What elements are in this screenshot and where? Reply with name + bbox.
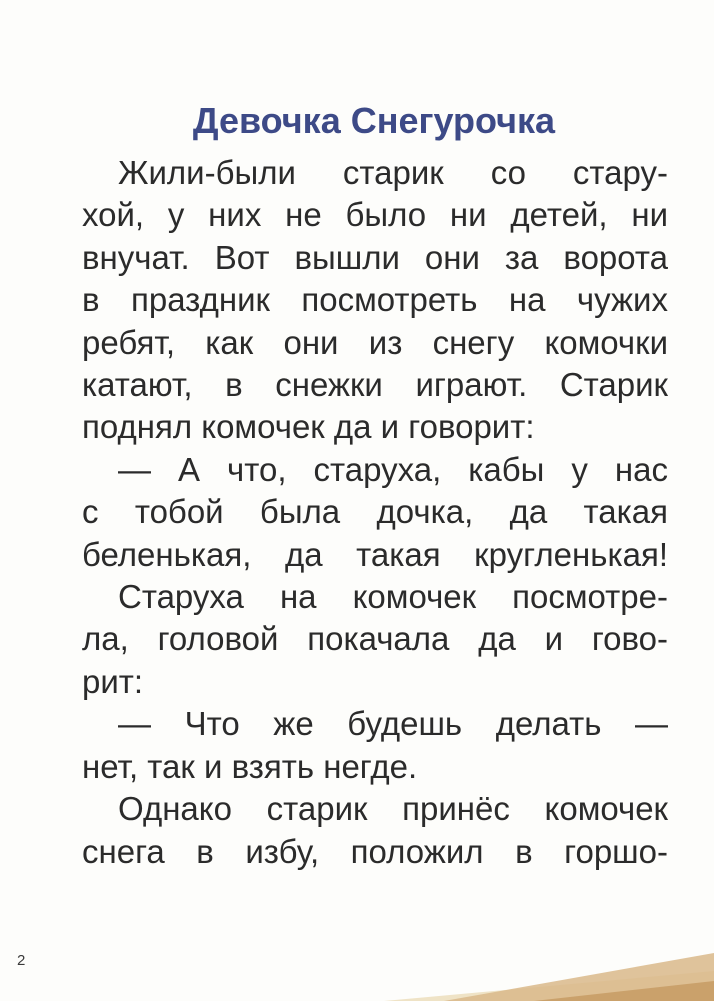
text-line-5: ребят, как они из снегу комочки [82, 323, 668, 361]
text-line-4: в праздник посмотреть на чужих [82, 281, 668, 319]
text-line-2: хой, у них не было ни детей, ни [82, 196, 668, 234]
text-line-13: рит: [82, 662, 144, 700]
corner-illustration [384, 941, 714, 1001]
text-line-6: катают, в снежки играют. Старик [82, 366, 668, 404]
page-number: 2 [17, 952, 26, 969]
text-line-8: — А что, старуха, кабы у нас [118, 450, 668, 488]
story-text [82, 152, 668, 873]
text-line-11: Старуха на комочек посмотре- [118, 578, 668, 616]
text-line-15: нет, так и взять негде. [82, 747, 418, 785]
story-title: Девочка Снегурочка [192, 100, 556, 142]
text-line-3: внучат. Вот вышли они за ворота [82, 238, 668, 276]
text-line-12: ла, головой покачала да и гово- [82, 620, 668, 658]
text-line-17: снега в избу, положил в горшо- [82, 832, 668, 870]
text-line-7: поднял комочек да и говорит: [82, 408, 535, 446]
text-line-16: Однако старик принёс комочек [118, 790, 668, 828]
text-line-10: беленькая, да такая кругленькая! [82, 535, 668, 573]
text-line-9: с тобой была дочка, да такая [82, 493, 668, 531]
text-line-14: — Что же будешь делать — [118, 705, 668, 743]
text-line-1: Жили-были старик со стару- [118, 154, 668, 191]
